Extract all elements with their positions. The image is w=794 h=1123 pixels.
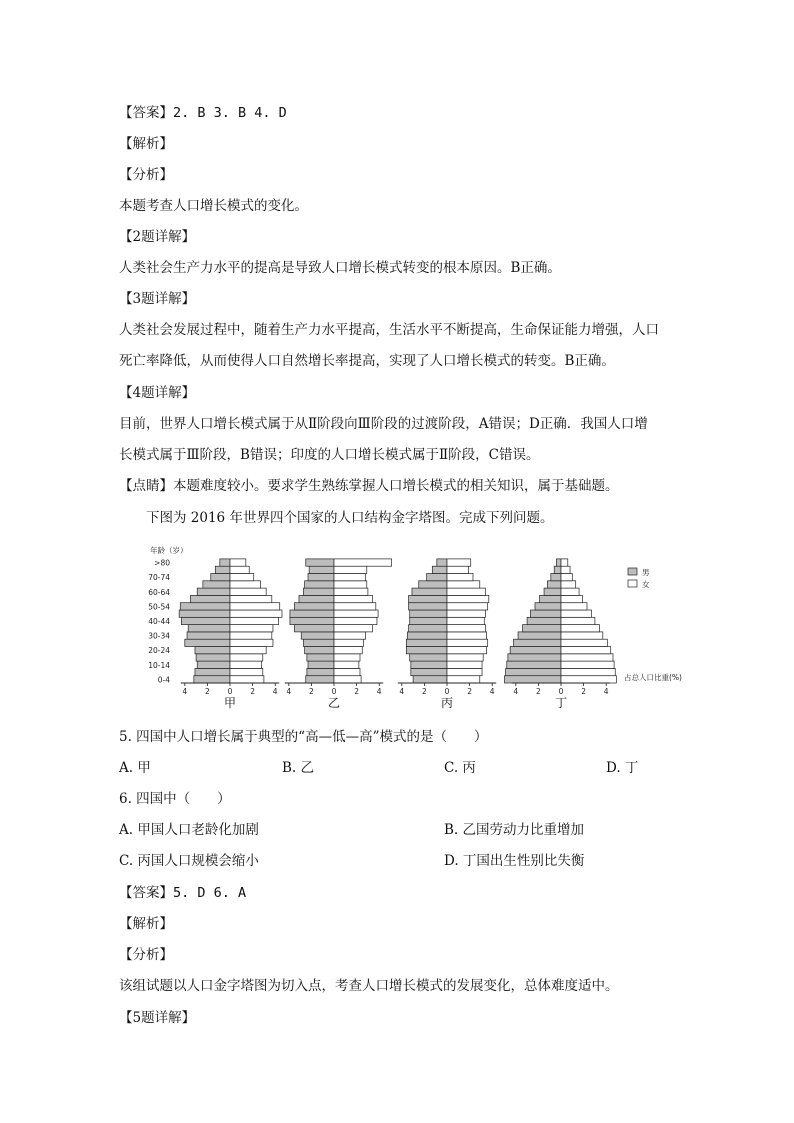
country-label: 丙 [440, 696, 454, 710]
bar-female [447, 610, 485, 617]
tip-line: 【点睛】本题难度较小。要求学生熟练掌握人口增长模式的相关知识，属于基础题。 [119, 478, 619, 494]
bar-male [197, 661, 230, 668]
bar-male [506, 668, 561, 675]
x-tick-label: 2 [422, 687, 427, 696]
bar-female [334, 676, 361, 683]
legend-swatch [628, 568, 637, 575]
bar-female [447, 639, 488, 646]
text-line: 死亡率降低，从而使得人口自然增长率提高，实现了人口增长模式的转变。B正确。 [119, 353, 615, 369]
bar-female [334, 595, 372, 602]
bar-male [203, 581, 230, 588]
bar-female [447, 617, 484, 624]
bar-female [561, 654, 613, 661]
q3-detail-heading: 【3题详解】 [119, 291, 196, 307]
age-tick-label: 10-14 [148, 660, 170, 670]
bar-male [306, 676, 334, 683]
bar-male [406, 647, 447, 654]
bar-female [230, 588, 266, 595]
bar-male [530, 610, 561, 617]
bar-female [334, 566, 367, 573]
bar-male [305, 581, 334, 588]
bar-male [432, 566, 447, 573]
text-line: 人类社会生产力水平的提高是导致人口增长模式转变的根本原因。B正确。 [119, 260, 561, 276]
x-tick-label: 2 [354, 687, 359, 696]
bar-male [410, 610, 447, 617]
bar-male [556, 559, 561, 566]
bar-male [544, 588, 561, 595]
x-tick-label: 4 [513, 687, 519, 696]
bar-male [523, 625, 561, 632]
bar-female [334, 610, 378, 617]
x-axis-title: 占总人口比重(%) [624, 673, 682, 682]
bar-female [334, 632, 366, 639]
bar-female [230, 603, 280, 610]
x-tick-label: 0 [227, 687, 233, 696]
bar-female [447, 654, 483, 661]
bar-male [188, 625, 230, 632]
bar-female [230, 574, 254, 581]
analysis-heading: 【解析】 [119, 916, 173, 932]
x-tick-label: 4 [182, 687, 188, 696]
x-tick-label: 4 [603, 687, 609, 696]
age-tick-label: 50-54 [148, 602, 170, 612]
bar-male [187, 632, 230, 639]
bar-male [410, 654, 447, 661]
bar-female [230, 654, 263, 661]
bar-male [215, 566, 230, 573]
text-line: 长模式属于Ⅲ阶段，B错误；印度的人口增长模式属于Ⅱ阶段，C错误。 [119, 447, 540, 463]
age-tick-label: 30-34 [148, 631, 170, 641]
bar-male [308, 574, 334, 581]
x-tick-label: 4 [399, 687, 405, 696]
bar-female [230, 559, 246, 566]
age-tick-label: >80 [154, 558, 170, 568]
bar-female [447, 566, 468, 573]
bar-female [561, 588, 579, 595]
fenxi-heading: 【分析】 [119, 947, 173, 963]
bar-male [437, 559, 447, 566]
bar-male [290, 610, 334, 617]
country-label: 乙 [327, 696, 341, 710]
legend-label: 女 [642, 580, 650, 589]
bar-male [301, 632, 334, 639]
age-tick-label: 70-74 [148, 573, 170, 583]
bar-male [190, 595, 230, 602]
bar-male [309, 566, 334, 573]
age-tick-label: 20-24 [148, 646, 170, 656]
age-tick-label: 60-64 [148, 587, 170, 597]
text-line: 目前，世界人口增长模式属于从Ⅱ阶段向Ⅲ阶段的过渡阶段，A错误；D正确．我国人口增 [119, 416, 648, 432]
bar-female [447, 661, 482, 668]
bar-female [447, 625, 485, 632]
bar-male [419, 581, 447, 588]
answer-line-5-6: 【答案】5. D 6. A [119, 885, 247, 901]
q5-option-a[interactable]: A. 甲 [119, 760, 151, 776]
bar-female [447, 676, 480, 683]
bar-male [185, 639, 230, 646]
bar-male [308, 661, 334, 668]
bar-male [411, 668, 447, 675]
bar-male [535, 603, 561, 610]
bar-male [505, 676, 562, 683]
question-6: 6. 四国中（ ） [119, 791, 231, 807]
x-tick-label: 4 [489, 687, 495, 696]
bar-male [409, 595, 447, 602]
q5-option-d[interactable]: D. 丁 [606, 760, 639, 776]
bar-female [561, 595, 582, 602]
x-tick-label: 0 [558, 687, 564, 696]
bar-male [527, 617, 561, 624]
bar-female [230, 632, 272, 639]
x-tick-label: 2 [467, 687, 472, 696]
bar-female [447, 668, 482, 675]
bar-male [195, 647, 230, 654]
bar-female [447, 647, 487, 654]
text-line: 该组试题以人口金字塔图为切入点，考查人口增长模式的发展变化，总体难度适中。 [119, 978, 619, 994]
bar-female [334, 639, 363, 646]
bar-male [220, 559, 230, 566]
age-tick-label: 0-4 [157, 675, 170, 685]
bar-male [427, 574, 447, 581]
bar-male [407, 632, 447, 639]
bar-male [518, 632, 561, 639]
q5-detail-heading: 【5题详解】 [119, 1010, 196, 1026]
x-tick-label: 4 [376, 687, 382, 696]
bar-male [180, 603, 230, 610]
q5-option-b[interactable]: B. 乙 [282, 760, 315, 776]
bar-male [294, 603, 334, 610]
bar-male [307, 654, 334, 661]
q6-option-b[interactable]: B. 乙国劳动力比重增加 [444, 822, 585, 838]
bar-male [181, 617, 230, 624]
bar-male [508, 654, 561, 661]
bar-male [409, 603, 447, 610]
bar-male [411, 661, 447, 668]
legend-swatch [628, 580, 637, 587]
q5-option-c[interactable]: C. 丙 [444, 760, 476, 776]
bar-female [334, 559, 392, 566]
age-tick-label: 40-44 [148, 616, 170, 626]
bar-male [303, 588, 334, 595]
bar-male [551, 574, 561, 581]
x-tick-label: 2 [205, 687, 210, 696]
answer-line-2-4: 【答案】2. B 3. B 4. D [119, 105, 287, 121]
q6-option-d[interactable]: D. 丁国出生性别比失衡 [444, 853, 585, 869]
q4-detail-heading: 【4题详解】 [119, 385, 196, 401]
text-line: 本题考查人口增长模式的变化。 [119, 198, 308, 214]
bar-female [334, 654, 360, 661]
bar-male [194, 676, 230, 683]
bar-female [334, 625, 372, 632]
figure-intro: 下图为 2016 年世界四个国家的人口结构金字塔图。完成下列问题。 [146, 510, 554, 526]
bar-female [230, 566, 249, 573]
x-tick-label: 0 [331, 687, 337, 696]
bar-male [409, 625, 447, 632]
bar-female [230, 676, 264, 683]
question-5: 5. 四国中人口增长属于典型的“高—低—高”模式的是（ ） [119, 729, 488, 745]
bar-female [561, 617, 595, 624]
bar-male [195, 668, 230, 675]
bar-female [561, 603, 587, 610]
bar-female [334, 603, 376, 610]
q6-option-a[interactable]: A. 甲国人口老龄化加剧 [119, 822, 259, 838]
bar-female [561, 559, 568, 566]
x-tick-label: 2 [309, 687, 314, 696]
bar-female [561, 668, 615, 675]
bar-female [447, 574, 473, 581]
bar-male [554, 566, 561, 573]
bar-female [230, 610, 282, 617]
bar-female [334, 661, 359, 668]
bar-male [507, 661, 561, 668]
bar-male [306, 559, 334, 566]
bar-female [230, 639, 273, 646]
bar-male [294, 625, 334, 632]
x-tick-label: 2 [581, 687, 586, 696]
bar-male [196, 654, 230, 661]
bar-female [334, 574, 366, 581]
q6-option-c[interactable]: C. 丙国人口规模会缩小 [119, 853, 259, 869]
bar-male [540, 595, 561, 602]
bar-female [230, 617, 279, 624]
bar-female [334, 668, 360, 675]
bar-male [307, 668, 334, 675]
bar-female [334, 617, 377, 624]
legend-label: 男 [642, 568, 650, 577]
bar-female [447, 588, 485, 595]
x-tick-label: 2 [536, 687, 541, 696]
bar-male [514, 639, 561, 646]
country-label: 甲 [223, 696, 237, 710]
bar-female [230, 668, 263, 675]
country-label: 丁 [554, 696, 568, 710]
bar-male [197, 588, 230, 595]
bar-female [334, 647, 362, 654]
y-axis-title: 年龄（岁） [150, 546, 188, 555]
bar-male [510, 647, 561, 654]
bar-female [230, 581, 261, 588]
bar-female [447, 581, 480, 588]
bar-female [561, 581, 576, 588]
x-tick-label: 4 [272, 687, 278, 696]
bar-female [230, 647, 266, 654]
bar-female [561, 574, 572, 581]
analysis-heading: 【解析】 [119, 136, 173, 152]
bar-female [447, 559, 471, 566]
bar-female [230, 625, 273, 632]
bar-female [561, 632, 603, 639]
bar-female [561, 566, 570, 573]
bar-male [547, 581, 561, 588]
bar-female [230, 595, 272, 602]
bar-male [410, 617, 447, 624]
bar-female [561, 676, 616, 683]
bar-male [179, 610, 230, 617]
q2-detail-heading: 【2题详解】 [119, 229, 196, 245]
bar-female [561, 639, 607, 646]
bar-male [211, 574, 230, 581]
x-tick-label: 0 [444, 687, 450, 696]
bar-female [561, 647, 611, 654]
bar-female [561, 610, 592, 617]
bar-male [406, 639, 447, 646]
bar-female [334, 588, 368, 595]
bar-female [230, 661, 262, 668]
bar-male [290, 617, 334, 624]
bar-female [334, 581, 367, 588]
bar-male [299, 595, 334, 602]
bar-female [447, 603, 488, 610]
bar-female [561, 625, 599, 632]
fenxi-heading: 【分析】 [119, 167, 173, 183]
bar-male [303, 639, 334, 646]
bar-female [561, 661, 614, 668]
bar-female [447, 632, 487, 639]
text-line: 人类社会发展过程中，随着生产力水平提高，生活水平不断提高，生命保证能力增强，人口 [119, 322, 659, 338]
bar-male [305, 647, 334, 654]
x-tick-label: 4 [286, 687, 292, 696]
bar-female [447, 595, 489, 602]
bar-male [412, 588, 447, 595]
bar-male [413, 676, 447, 683]
x-tick-label: 2 [250, 687, 255, 696]
